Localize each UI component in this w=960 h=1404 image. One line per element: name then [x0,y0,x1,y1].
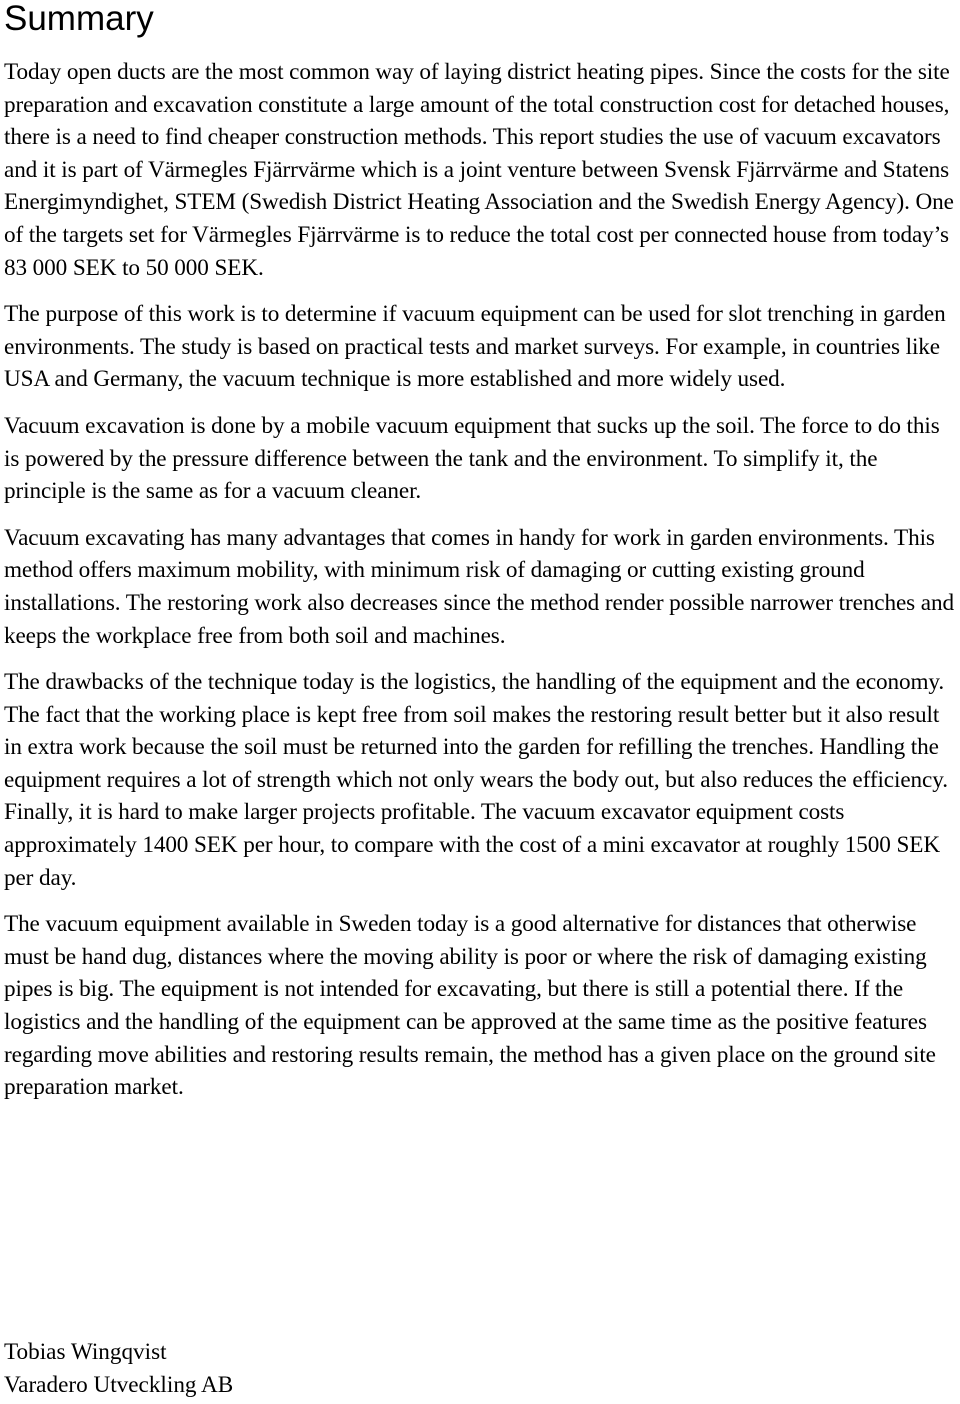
summary-paragraph-1: Today open ducts are the most common way of laying district heating pipes. Since the costs for the site preparation and excavation constitute a large amount of the total construction cost for detached houses, there is a need to find cheaper construction methods. This report studies the use of vacuum excavators and it is part of Värmegles Fjärrvärme which is a joint venture between Svensk Fjärrvärme and Statens Energimyndighet, STEM (Swedish District Heating Association and the Swedish Energy Agency). One of the targets set for Värmegles Fjärrvärme is to reduce the total cost per connected house from today’s 83 000 SEK to 50 000 SEK. [4,59,954,281]
author-name: Tobias Wingqvist [4,1339,167,1365]
author-signature-block [4,1336,233,1401]
summary-paragraph-4: Vacuum excavating has many advantages that comes in handy for work in garden environments. This method offers maximum mobility, with minimum risk of damaging or cutting existing ground installations. The restoring work also decreases since the method render possible narrower trenches and keeps the workplace free from both soil and machines. [4,524,954,649]
summary-paragraph-6: The vacuum equipment available in Sweden today is a good alternative for distances that otherwise must be hand dug, distances where the moving ability is poor or where the risk of damaging existing pipes is big. The equipment is not intended for excavating, but there is still a potential there. If the logistics and the handling of the equipment can be approved at the same time as the positive features regarding move abilities and restoring results remain, the method has a given place on the ground site preparation market. [4,911,936,1101]
author-organization: Varadero Utveckling AB [4,1371,234,1398]
summary-paragraph-2: The purpose of this work is to determine if vacuum equipment can be used for slot trenching in garden environments. The study is based on practical tests and market surveys. For example, in countries like USA and Germany, the vacuum technique is more established and more widely used. [4,301,946,393]
summary-paragraph-5: The drawbacks of the technique today is the logistics, the handling of the equipment and the economy. The fact that the working place is kept free from soil makes the restoring result better but it also result in extra work because the soil must be returned into the garden for refilling the trenches. Handling the equipment requires a lot of strength which not only wears the body out, but also reduces the efficiency. Finally, it is hard to make larger projects profitable. The vacuum excavator equipment costs approximately 1400 SEK per hour, to compare with the cost of a mini excavator at roughly 1500 SEK per day. [4,669,948,891]
summary-paragraph-3: Vacuum excavation is done by a mobile vacuum equipment that sucks up the soil. The force to do this is powered by the pressure difference between the tank and the environment. To simplify it, the principle is the same as for a vacuum cleaner. [4,412,940,505]
page-title: Summary [4,0,154,38]
document-page [4,0,960,1104]
